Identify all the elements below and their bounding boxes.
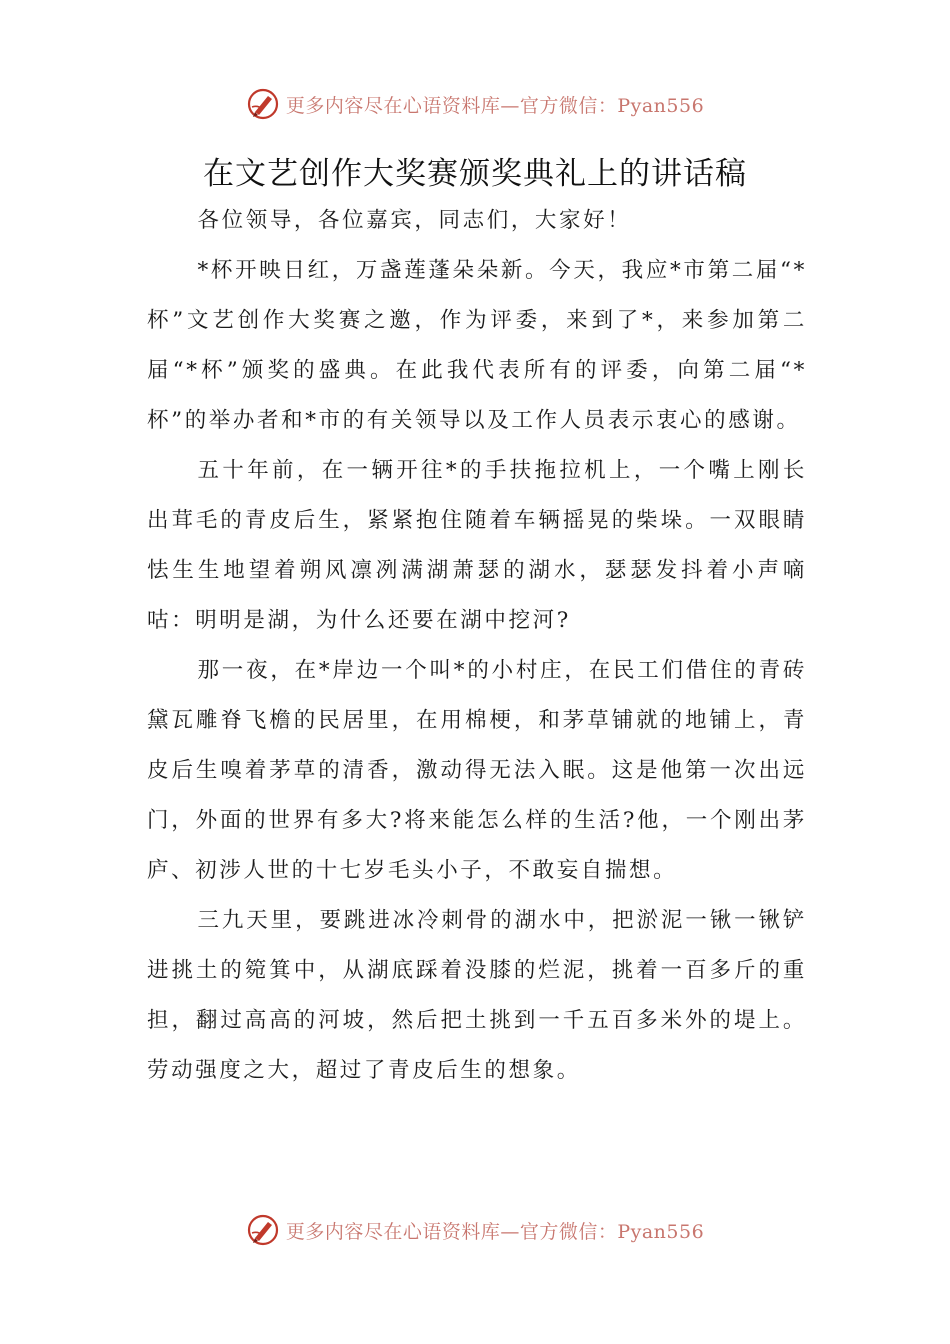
watermark-text: 更多内容尽在心语资料库—官方微信：Pyan556 bbox=[285, 94, 705, 117]
pen-logo-icon bbox=[246, 1213, 280, 1247]
paragraph: 那一夜，在*岸边一个叫*的小村庄，在民工们借住的青砖黛瓦雕脊飞檐的民居里，在用棉梗，和茅草铺就的地铺上，青皮后生嗅着茅草的清香，激动得无法入眠。这是他第一次出远门，外面的世界有多大?将来能怎么样的生活?他，一个刚出茅庐、初涉人世的十七岁毛头小子，不敢妄自揣想。 bbox=[147, 658, 807, 883]
paragraph: 五十年前，在一辆开往*的手扶拖拉机上，一个嘴上刚长出茸毛的青皮后生，紧紧抱住随着车辆摇晃的柴垛。一双眼睛怯生生地望着朔风凛冽满湖萧瑟的湖水，瑟瑟发抖着小声嘀咕：明明是湖，为什么还要在湖中挖河? bbox=[147, 458, 807, 633]
pen-logo-icon bbox=[246, 87, 280, 121]
document-body bbox=[147, 196, 807, 1096]
paragraph-greeting: 各位领导，各位嘉宾，同志们，大家好！ bbox=[197, 208, 632, 233]
watermark-text: 更多内容尽在心语资料库—官方微信：Pyan556 bbox=[285, 1220, 705, 1243]
footer-watermark bbox=[0, 1208, 950, 1252]
document-title: 在文艺创作大奖赛颁奖典礼上的讲话稿 bbox=[203, 156, 747, 192]
paragraph: 三九天里，要跳进冰冷刺骨的湖水中，把淤泥一锹一锹铲进挑土的箢箕中，从湖底踩着没膝的烂泥，挑着一百多斤的重担，翻过高高的河坡，然后把土挑到一千五百多米外的堤上。劳动强度之大，超过了青皮后生的想象。 bbox=[147, 908, 807, 1083]
header-watermark bbox=[0, 82, 950, 126]
paragraph: *杯开映日红，万盏莲蓬朵朵新。今天，我应*市第二届“*杯”文艺创作大奖赛之邀，作为评委，来到了*，来参加第二届“*杯”颁奖的盛典。在此我代表所有的评委，向第二届“*杯”的举办者和*市的有关领导以及工作人员表示衷心的感谢。 bbox=[147, 258, 807, 433]
